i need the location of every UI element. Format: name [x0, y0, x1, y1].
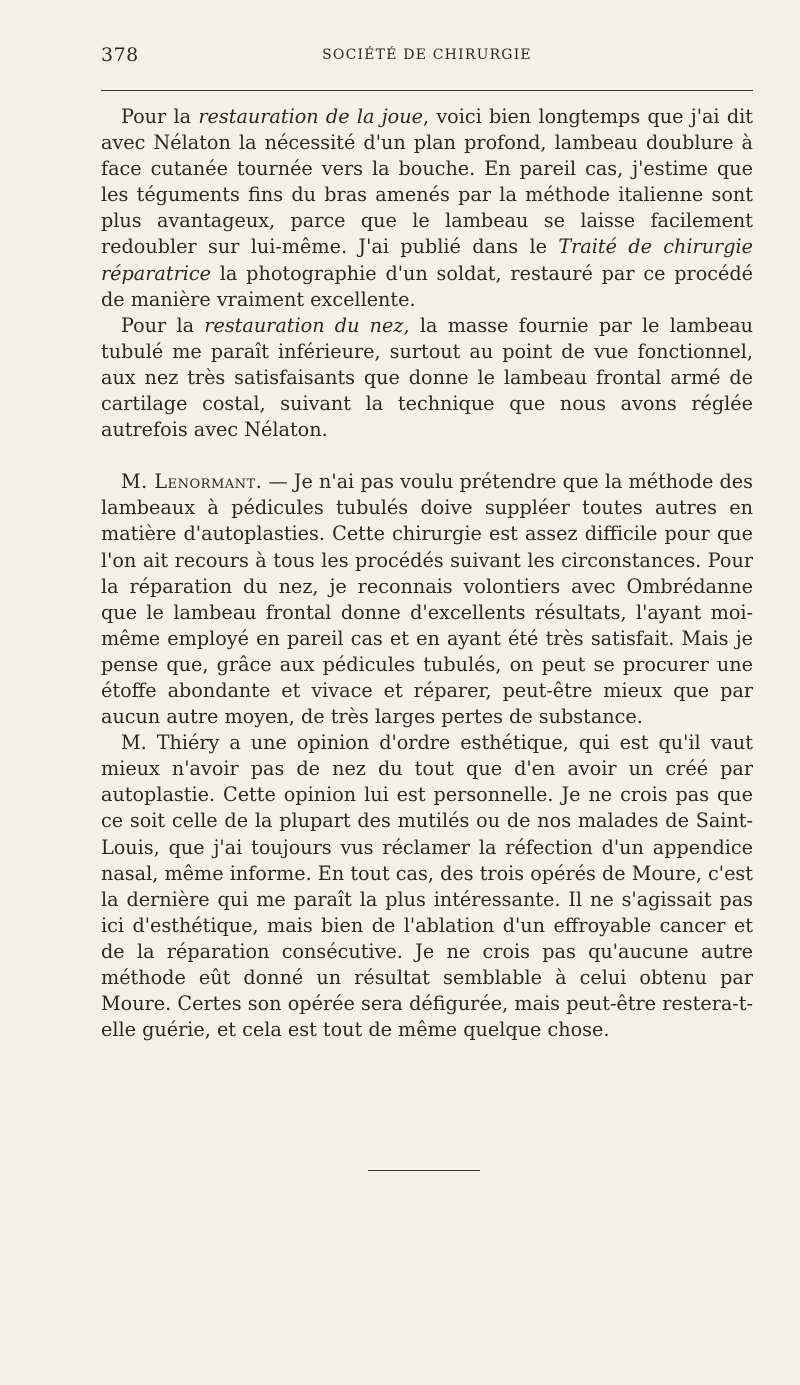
paragraph-thiery: M. Thiéry a une opinion d'ordre esthétique, qui est qu'il vaut mieux n'avoir pas de nez du tout que d'en avoir un créé par autoplastie. Cette opinion lui est personnelle. Je ne crois pas que ce soit celle de la plupart des mutilés ou de nos malades de Saint-Louis, que j'ai toujours vus réclamer la réfection d'un appendice nasal, même informe. En tout cas, des trois opérés de Moure, c'est la dernière qui me paraît la plus intéressante. Il ne s'agissait pas ici d'esthétique, mais bien de l'ablation d'un effroyable cancer et de la réparation consécutive. Je ne crois pas qu'aucune autre méthode eût donné un résultat semblable à celui obtenu par Moure. Certes son opérée sera défigurée, mais peut-être restera-t-elle guérie, et cela est tout de même quelque chose. [101, 731, 753, 1042]
page-header [101, 44, 753, 72]
paragraph-nose-restoration: Pour la restauration du nez, la masse fournie par le lambeau tubulé me paraît inférieure, surtout au point de vue fonctionnel, aux nez très satisfaisants que donne le lambeau frontal armé de cartilage costal, suivant la technique que nous avons réglée autrefois avec Nélaton. [101, 313, 753, 442]
italic-phrase: restauration du nez [204, 313, 404, 337]
header-rule [101, 90, 753, 91]
speaker-name: M. Lenormant. [121, 470, 263, 494]
italic-book-title: Traité de chirurgie réparatrice [101, 235, 753, 285]
running-head: SOCIÉTÉ DE CHIRURGIE [322, 47, 532, 63]
paragraph-lenormant: M. Lenormant. — Je n'ai pas voulu prétendre que la méthode des lambeaux à pédicules tubulés doive suppléer toutes autres en matière d'autoplasties. Cette chirurgie est assez difficile pour que l'on ait recours à tous les procédés suivant les circonstances. Pour la réparation du nez, je reconnais volontiers avec Ombrédanne que le lambeau frontal donne d'excellents résultats, l'ayant moi-même employé en pareil cas et en ayant été très satisfait. Mais je pense que, grâce aux pédicules tubulés, on peut se procurer une étoffe abondante et vivace et réparer, peut-être mieux que par aucun autre moyen, de très larges pertes de substance. [101, 470, 753, 729]
page-number: 378 [101, 44, 139, 66]
end-rule [368, 1170, 480, 1171]
paragraph-cheek-restoration: Pour la restauration de la joue, voici bien longtemps que j'ai dit avec Nélaton la nécessité d'un plan profond, lambeau doublure à face cutanée tournée vers la bouche. En pareil cas, j'estime que les téguments fins du bras amenés par la méthode italienne sont plus avantageux, parce que le lambeau se laisse facilement redoubler sur lui-même. J'ai publié dans le Traité de chirurgie réparatrice la photographie d'un soldat, restauré par ce procédé de manière vraiment excellente. [101, 105, 753, 311]
body-text [101, 104, 753, 1043]
italic-phrase: restauration de la joue [198, 105, 423, 128]
